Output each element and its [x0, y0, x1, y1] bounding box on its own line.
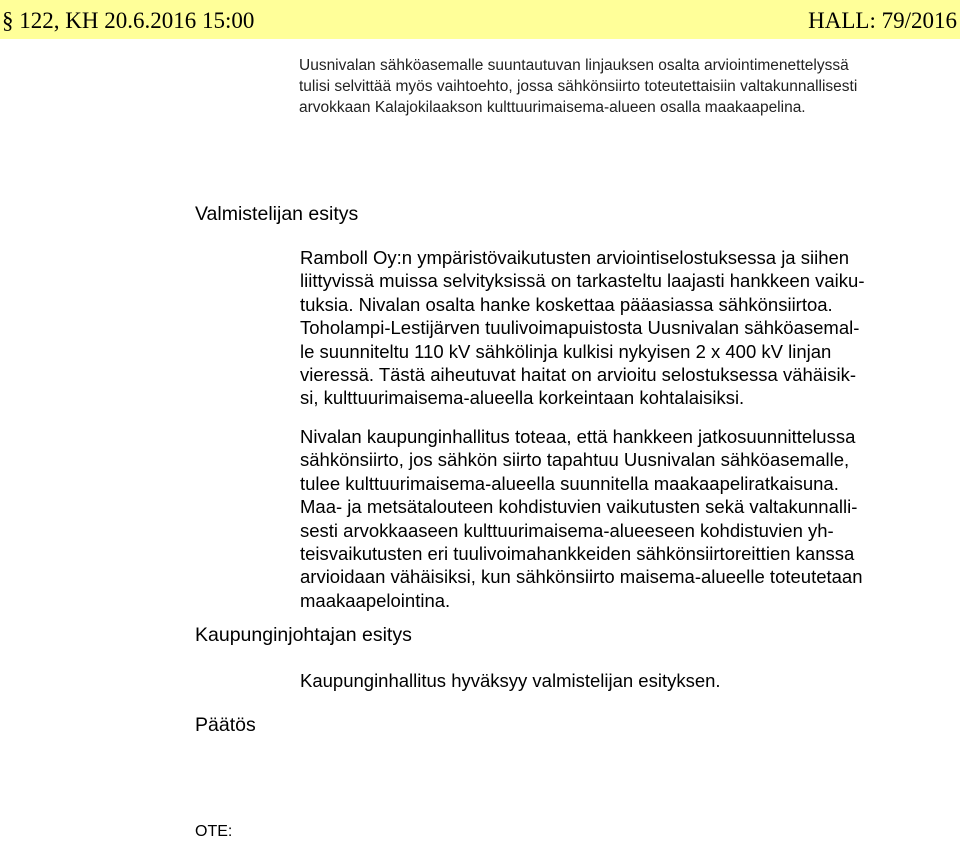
paragraph-line: liittyvissä muissa selvityksissä on tarkasteltu laajasti hankkeen vaiku- [300, 270, 865, 292]
paragraph-line: arvioidaan vähäisiksi, kun sähkönsiirto maisema-alueelle toteutetaan [300, 566, 863, 588]
label-paatos: Päätös [195, 714, 256, 736]
paragraph-line: vieressä. Tästä aiheutuvat haitat on arvioitu selostuksessa vähäisik- [300, 364, 856, 386]
document-id: HALL: 79/2016 [808, 8, 957, 33]
label-ote: OTE: [195, 823, 233, 840]
preparer-proposal-paragraph [300, 246, 940, 410]
paragraph-line: si, kulttuurimaisema-alueella korkeintaan kohtalaisiksi. [300, 387, 745, 409]
paragraph-line: Ramboll Oy:n ympäristövaikutusten arviointiselostuksessa ja siihen [300, 247, 850, 268]
label-valmistelijan-esitys: Valmistelijan esitys [195, 203, 359, 225]
paragraph-line: tulee kulttuurimaisema-alueella suunnitella maakaapeliratkaisuna. [300, 472, 839, 494]
intro-paragraph [299, 55, 909, 118]
section-reference: § 122, KH 20.6.2016 15:00 [2, 8, 255, 33]
header-bar [0, 0, 960, 39]
label-kaupunginjohtajan-esitys: Kaupunginjohtajan esitys [195, 624, 412, 646]
decision-text [300, 669, 940, 692]
paragraph-line: maakaapelointina. [300, 589, 451, 611]
paragraph-line: le suunniteltu 110 kV sähkölinja kulkisi nykyisen 2 x 400 kV linjan [300, 340, 832, 362]
intro-line: tulisi selvittää myös vaihtoehto, jossa sähkönsiirto toteutettaisiin valtakunnallisesti [299, 78, 858, 95]
paragraph-line: teisvaikutusten eri tuulivoimahankkeiden sähkönsiirtoreittien kanssa [300, 543, 855, 565]
paragraph-line: Maa- ja metsätalouteen kohdistuvien vaikutusten sekä valtakunnalli- [300, 496, 858, 518]
paragraph-line: tuksia. Nivalan osalta hanke koskettaa pääasiassa sähkönsiirtoa. [300, 293, 833, 315]
paragraph-line: Kaupunginhallitus hyväksyy valmistelijan esityksen. [300, 670, 721, 691]
paragraph-line: sähkönsiirto, jos sähkön siirto tapahtuu Uusnivalan sähköasemalle, [300, 449, 850, 471]
paragraph-line: Toholampi-Lestijärven tuulivoimapuistosta Uusnivalan sähköasemal- [300, 317, 860, 339]
intro-line: Uusnivalan sähköasemalle suuntautuvan linjauksen osalta arviointimenettelyssä [299, 57, 849, 74]
paragraph-line: sesti arvokkaaseen kulttuurimaisema-alueeseen kohdistuvien yh- [300, 519, 834, 541]
statement-paragraph [300, 425, 940, 612]
paragraph-line: Nivalan kaupunginhallitus toteaa, että hankkeen jatkosuunnittelussa [300, 426, 856, 447]
intro-line: arvokkaan Kalajokilaakson kulttuurimaisema-alueen osalla maakaapelina. [299, 99, 806, 116]
